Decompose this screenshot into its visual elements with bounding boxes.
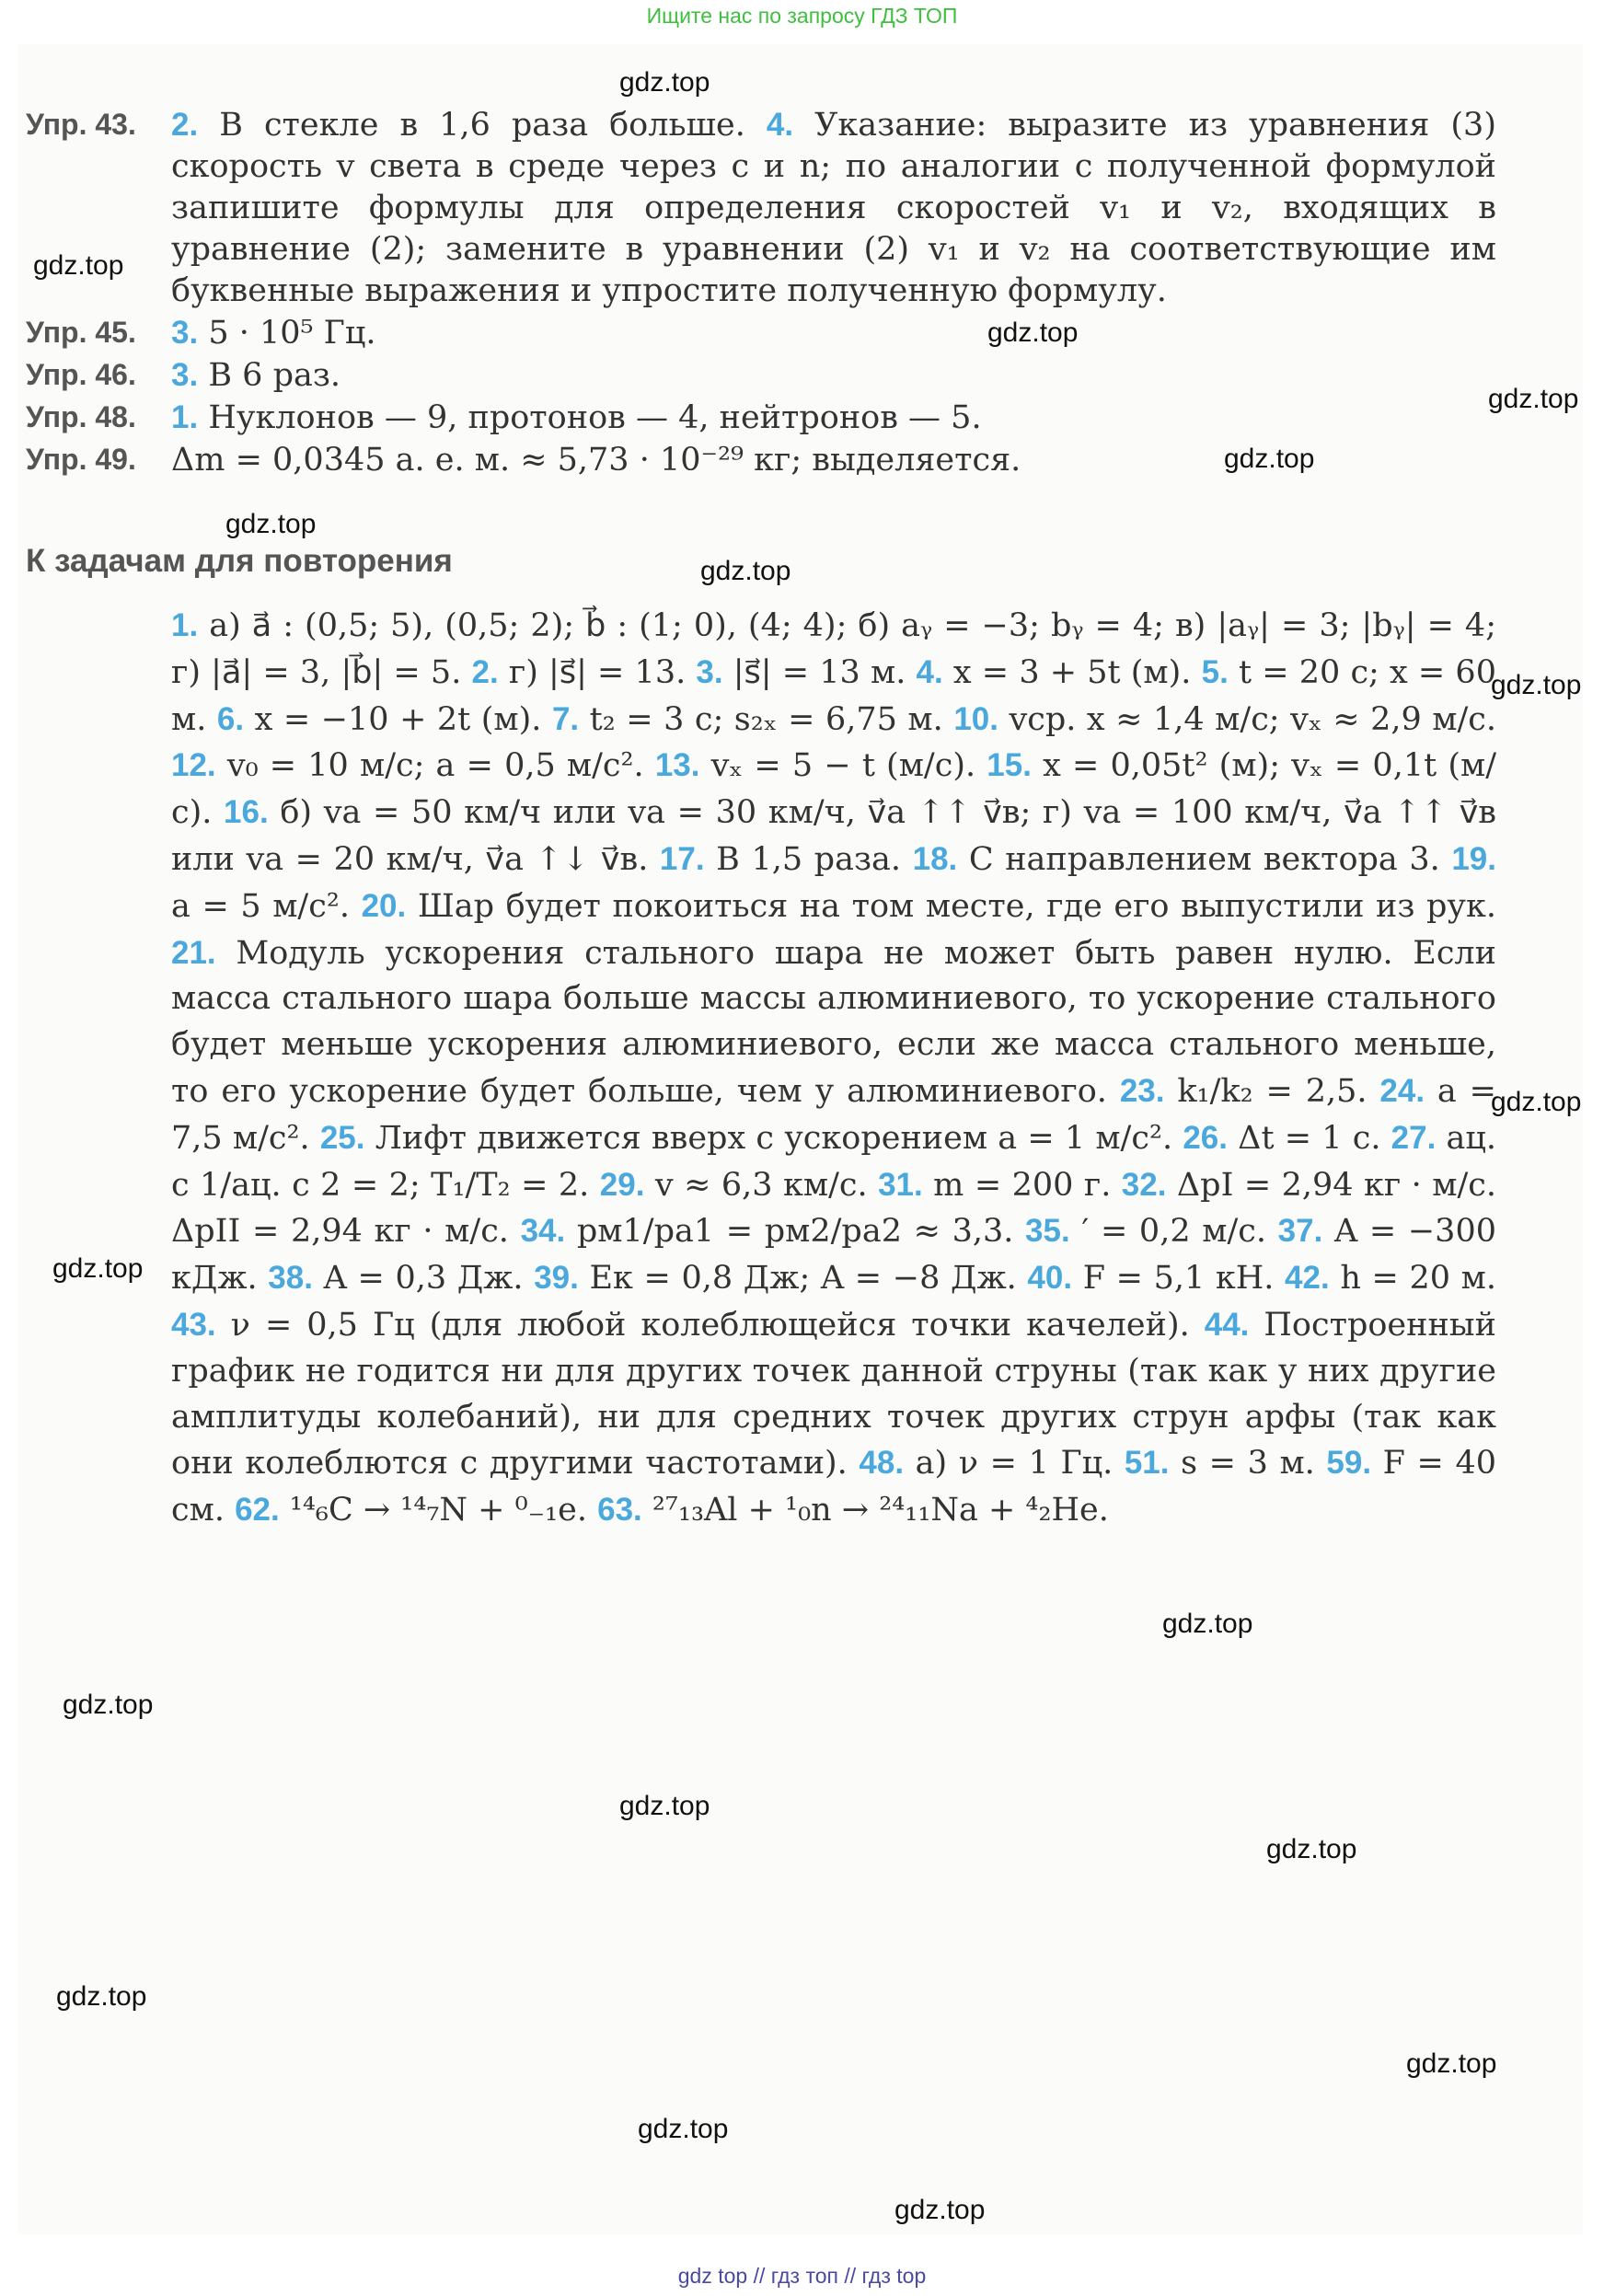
answer-text: а) ν = 1 Гц. xyxy=(904,1445,1125,1483)
answer-text: а) a⃗ : (0,5; 5), (0,5; 2); b⃗ : (1; 0), (4; 4); б) aᵧ = −3; bᵧ = 4; в) |aᵧ| = 3; |bᵧ| = 4; г) |a⃗| = 3, |b⃗| = 5. xyxy=(171,607,1496,691)
answer-number: 1. xyxy=(171,607,199,643)
answer-text: a = 5 м/с². xyxy=(171,887,362,925)
answer-number: 34. xyxy=(520,1213,566,1250)
watermark: gdz.top xyxy=(1224,444,1315,474)
answer-text: В 1,5 раза. xyxy=(704,840,913,878)
section-title: К задачам для повторения xyxy=(26,543,453,579)
answer-text: г) |s⃗| = 13. xyxy=(498,653,697,691)
exercise-label: Упр. 49. xyxy=(26,443,136,476)
answer-text: ν = 0,5 Гц (для любой колеблющейся точки качелей). xyxy=(215,1306,1205,1344)
exercise-answers xyxy=(26,104,1498,481)
footer-links[interactable]: gdz top // гдз топ // гдз top xyxy=(677,2264,927,2288)
answer-text: t₂ = 3 с; s₂ₓ = 6,75 м. xyxy=(579,700,954,738)
answer-text: Построенный график не годится ни для других точек данной струны (так как у них другие амплитуды колебаний), ни для средних точек других струн арфы (так как они колеблются с другими частотами). xyxy=(171,1306,1496,1483)
answer-text: x = −10 + 2t (м). xyxy=(244,700,552,738)
answer-number: 31. xyxy=(878,1166,923,1203)
exercise-row xyxy=(26,104,1498,312)
exercise-label: Упр. 43. xyxy=(26,108,136,141)
answer-text: pм1/pа1 = pм2/pа2 ≈ 3,3. xyxy=(565,1213,1026,1251)
answer-number: 62. xyxy=(235,1492,280,1529)
answer-text: k₁/k₂ = 2,5. xyxy=(1164,1072,1380,1110)
answer-number: 26. xyxy=(1183,1119,1228,1156)
answer-number: 17. xyxy=(659,840,705,877)
watermark: gdz.top xyxy=(225,509,317,539)
watermark: gdz.top xyxy=(56,1981,147,2012)
answer-number: 2. xyxy=(471,653,499,690)
exercise-row xyxy=(26,312,1498,354)
exercise-row xyxy=(26,439,1498,481)
answer-number: 7. xyxy=(551,700,580,737)
watermark: gdz.top xyxy=(1266,1834,1357,1864)
exercise-label: Упр. 45. xyxy=(26,316,136,349)
answer-text: vₓ = 5 − t (м/с). xyxy=(699,747,987,785)
exercise-row xyxy=(26,354,1498,397)
watermark: gdz.top xyxy=(894,2195,986,2225)
answer-text: ′ = 0,2 м/с. xyxy=(1069,1213,1278,1251)
answer-text: Δt = 1 с. xyxy=(1227,1119,1391,1157)
answer-number: 24. xyxy=(1379,1072,1425,1109)
answer-text: t = 20 с; x = 60 м. xyxy=(171,653,1496,738)
answer-number: 16. xyxy=(224,794,269,831)
answer-text: Модуль ускорения стального шара не может быть равен нулю. Если масса стального шара больше массы алюминиевого, то ускорение стального будет меньше ускорения алюминиевого, если же масса стального меньше, то его ускорение будет больше, чем у алюминиевого. xyxy=(171,934,1496,1110)
answer-text: В стекле в 1,6 раза больше. xyxy=(198,107,767,144)
answer-number: 12. xyxy=(171,747,216,784)
answer-number: 3. xyxy=(171,357,199,393)
answer-number: 3. xyxy=(696,653,723,690)
answer-number: 40. xyxy=(1027,1260,1073,1297)
answer-number: 1. xyxy=(171,399,199,435)
answer-number: 18. xyxy=(912,840,958,877)
answer-number: 19. xyxy=(1451,840,1496,877)
answer-number: 48. xyxy=(859,1445,905,1482)
answer-text: A = 0,3 Дж. xyxy=(312,1260,535,1298)
answer-number: 51. xyxy=(1124,1445,1170,1482)
answer-number: 63. xyxy=(597,1492,642,1529)
watermark: gdz.top xyxy=(700,556,791,586)
answer-text: ¹⁴₆C → ¹⁴₇N + ⁰₋₁e. xyxy=(279,1492,598,1529)
watermark: gdz.top xyxy=(63,1690,154,1720)
answer-number: 42. xyxy=(1285,1260,1330,1297)
answer-number: 13. xyxy=(654,747,700,784)
answer-text: б) vа = 50 км/ч или vа = 30 км/ч, v⃗а ↑↑ v⃗в; г) vа = 100 км/ч, v⃗а ↑↑ v⃗в или vа = 20 км/ч, v⃗а ↑↓ v⃗в. xyxy=(171,794,1496,878)
exercise-text xyxy=(171,354,1496,397)
answer-number: 6. xyxy=(216,700,245,737)
answer-text: 5 · 10⁵ Гц. xyxy=(198,315,376,352)
answer-text: Δm = 0,0345 а. е. м. ≈ 5,73 · 10⁻²⁹ кг; выделяется. xyxy=(171,442,1021,479)
answer-text: h = 20 м. xyxy=(1329,1260,1497,1298)
answer-number: 39. xyxy=(534,1260,579,1297)
answer-text: Лифт движется вверх с ускорением a = 1 м/с². xyxy=(364,1119,1183,1157)
answer-number: 21. xyxy=(171,934,216,971)
watermark: gdz.top xyxy=(619,1791,710,1821)
review-answers xyxy=(171,603,1496,1534)
answer-number: 4. xyxy=(916,653,943,690)
answer-text: Указание: выразите из уравнения (3) скорость v света в среде через c и n; по аналогии с полученной формулой запишите формулы для определения скоростей v₁ и v₂, входящих в уравнение (2); замените в уравнении (2) v₁ и v₂ на соответствующие им буквенные выражения и упростите полученную формулу. xyxy=(171,107,1496,309)
answer-text: v₀ = 10 м/с; a = 0,5 м/с². xyxy=(215,747,655,785)
answer-number: 59. xyxy=(1326,1445,1372,1482)
answer-number: 37. xyxy=(1277,1213,1323,1250)
answer-number: 5. xyxy=(1201,653,1229,690)
answer-number: 27. xyxy=(1391,1119,1437,1156)
answer-text: Шар будет покоиться на том месте, где его выпустили из рук. xyxy=(406,887,1496,925)
watermark: gdz.top xyxy=(1491,1087,1582,1117)
watermark: gdz.top xyxy=(1162,1609,1253,1639)
answer-number: 15. xyxy=(987,747,1032,784)
exercise-text xyxy=(171,397,1496,439)
answer-number: 32. xyxy=(1121,1166,1167,1203)
answer-number: 43. xyxy=(171,1306,216,1343)
exercise-row xyxy=(26,397,1498,439)
answer-text: С направлением вектора 3. xyxy=(957,840,1452,878)
answer-text: m = 200 г. xyxy=(922,1166,1122,1204)
answer-number: 44. xyxy=(1204,1306,1250,1343)
watermark: gdz.top xyxy=(1491,670,1582,700)
answer-number: 38. xyxy=(268,1260,313,1297)
answer-number: 4. xyxy=(766,107,794,143)
answer-text: x = 3 + 5t (м). xyxy=(942,653,1202,691)
watermark: gdz.top xyxy=(1406,2048,1497,2079)
answer-number: 23. xyxy=(1119,1072,1165,1109)
watermark: gdz.top xyxy=(33,250,124,281)
exercise-label: Упр. 46. xyxy=(26,358,136,391)
answer-number: 10. xyxy=(953,700,998,737)
answer-text: x = 0,05t² (м); vₓ = 0,1t (м/с). xyxy=(171,747,1496,832)
top-banner[interactable]: Ищите нас по запросу ГДЗ ТОП xyxy=(646,4,958,28)
answer-number: 20. xyxy=(361,887,407,924)
watermark: gdz.top xyxy=(987,317,1079,348)
answer-number: 2. xyxy=(171,107,199,143)
answer-number: 29. xyxy=(599,1166,645,1203)
answer-text: F = 40 см. xyxy=(171,1445,1496,1529)
answer-text: A = −300 кДж. xyxy=(171,1213,1496,1298)
answer-text: ΔpI = 2,94 кг · м/с. ΔpII = 2,94 кг · м/с. xyxy=(171,1166,1496,1251)
answer-text: aц. с 1/aц. с 2 = 2; T₁/T₂ = 2. xyxy=(171,1119,1497,1204)
watermark: gdz.top xyxy=(1488,384,1579,414)
answer-text: В 6 раз. xyxy=(198,357,341,394)
answer-text: |s⃗| = 13 м. xyxy=(722,653,917,691)
exercise-text xyxy=(171,104,1496,312)
answer-text: vср. x ≈ 1,4 м/с; vₓ ≈ 2,9 м/с. xyxy=(998,700,1496,738)
exercise-text xyxy=(171,439,1496,481)
answer-number: 3. xyxy=(171,315,199,351)
exercise-label: Упр. 48. xyxy=(26,400,136,433)
answer-number: 25. xyxy=(319,1119,365,1156)
exercise-text xyxy=(171,312,1496,354)
watermark: gdz.top xyxy=(52,1253,144,1284)
answer-text: a = 7,5 м/с². xyxy=(171,1072,1497,1157)
answer-text: Нуклонов — 9, протонов — 4, нейтронов — 5. xyxy=(198,399,982,436)
answer-text: s = 3 м. xyxy=(1169,1445,1327,1483)
watermark: gdz.top xyxy=(638,2114,729,2144)
watermark: gdz.top xyxy=(619,67,710,98)
answer-number: 35. xyxy=(1025,1213,1070,1250)
answer-text: v ≈ 6,3 км/с. xyxy=(644,1166,879,1204)
answer-text: Eк = 0,8 Дж; A = −8 Дж. xyxy=(578,1260,1028,1298)
answer-text: ²⁷₁₃Al + ¹₀n → ²⁴₁₁Na + ⁴₂He. xyxy=(641,1492,1109,1529)
answer-text: F = 5,1 кН. xyxy=(1072,1260,1286,1298)
